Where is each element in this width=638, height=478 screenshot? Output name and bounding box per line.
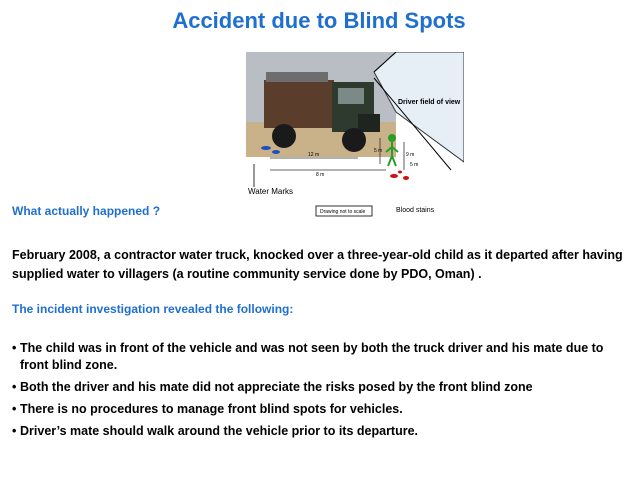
- driver-fov-label: Driver field of view: [398, 99, 461, 106]
- bullet-icon: •: [12, 402, 17, 416]
- rear-wheel: [272, 124, 296, 148]
- water-mark: [272, 150, 280, 154]
- list-item-text: There is no procedures to manage front blind spots for vehicles.: [20, 402, 403, 416]
- blood-stain: [390, 174, 398, 178]
- blood-stain: [403, 176, 409, 180]
- truck-grille: [358, 114, 380, 132]
- accident-diagram-svg: [246, 52, 464, 222]
- bullet-icon: •: [12, 380, 17, 394]
- list-item: [10, 340, 628, 374]
- list-item-text: The child was in front of the vehicle and was not seen by both the truck driver and his mate due to front blind zone.: [20, 341, 604, 372]
- list-item-text: Both the driver and his mate did not appreciate the risks posed by the front blind zone: [20, 380, 533, 394]
- accident-diagram: [246, 52, 464, 222]
- truck-load: [266, 72, 328, 82]
- list-item-text: Driver’s mate should walk around the vehicle prior to its departure.: [20, 424, 419, 438]
- list-item: [10, 423, 628, 440]
- findings-list: [10, 340, 628, 445]
- blood-stain: [398, 171, 402, 174]
- child-leg-right: [392, 156, 396, 166]
- bullet-icon: •: [12, 341, 17, 355]
- truck-windshield: [338, 88, 364, 104]
- child-head: [388, 134, 396, 142]
- blood-stains-label: Blood stains: [396, 207, 435, 214]
- dim-label: 12 m: [308, 152, 320, 158]
- water-marks-label: Water Marks: [248, 187, 294, 196]
- bullet-icon: •: [12, 424, 17, 438]
- question-heading: What actually happened ?: [12, 204, 161, 218]
- slide-title: Accident due to Blind Spots: [172, 8, 466, 33]
- incident-paragraph: February 2008, a contractor water truck, knocked over a three-year-old child as it departed after having supplied water to villagers (a routine community service done by PDO, Oman) .: [12, 248, 623, 281]
- drawing-note: Drawing not to scale: [320, 209, 366, 215]
- investigation-subheading: The incident investigation revealed the following:: [12, 302, 294, 316]
- front-wheel: [342, 128, 366, 152]
- dim-label: 5 m: [374, 148, 383, 154]
- child-leg-left: [388, 156, 392, 166]
- truck-tank: [264, 80, 334, 128]
- dim-label: 8 m: [316, 172, 325, 178]
- water-mark: [261, 146, 271, 150]
- list-item: [10, 401, 628, 418]
- list-item: [10, 379, 628, 396]
- dim-label: 5 m: [410, 162, 419, 168]
- dim-label: 9 m: [406, 152, 415, 158]
